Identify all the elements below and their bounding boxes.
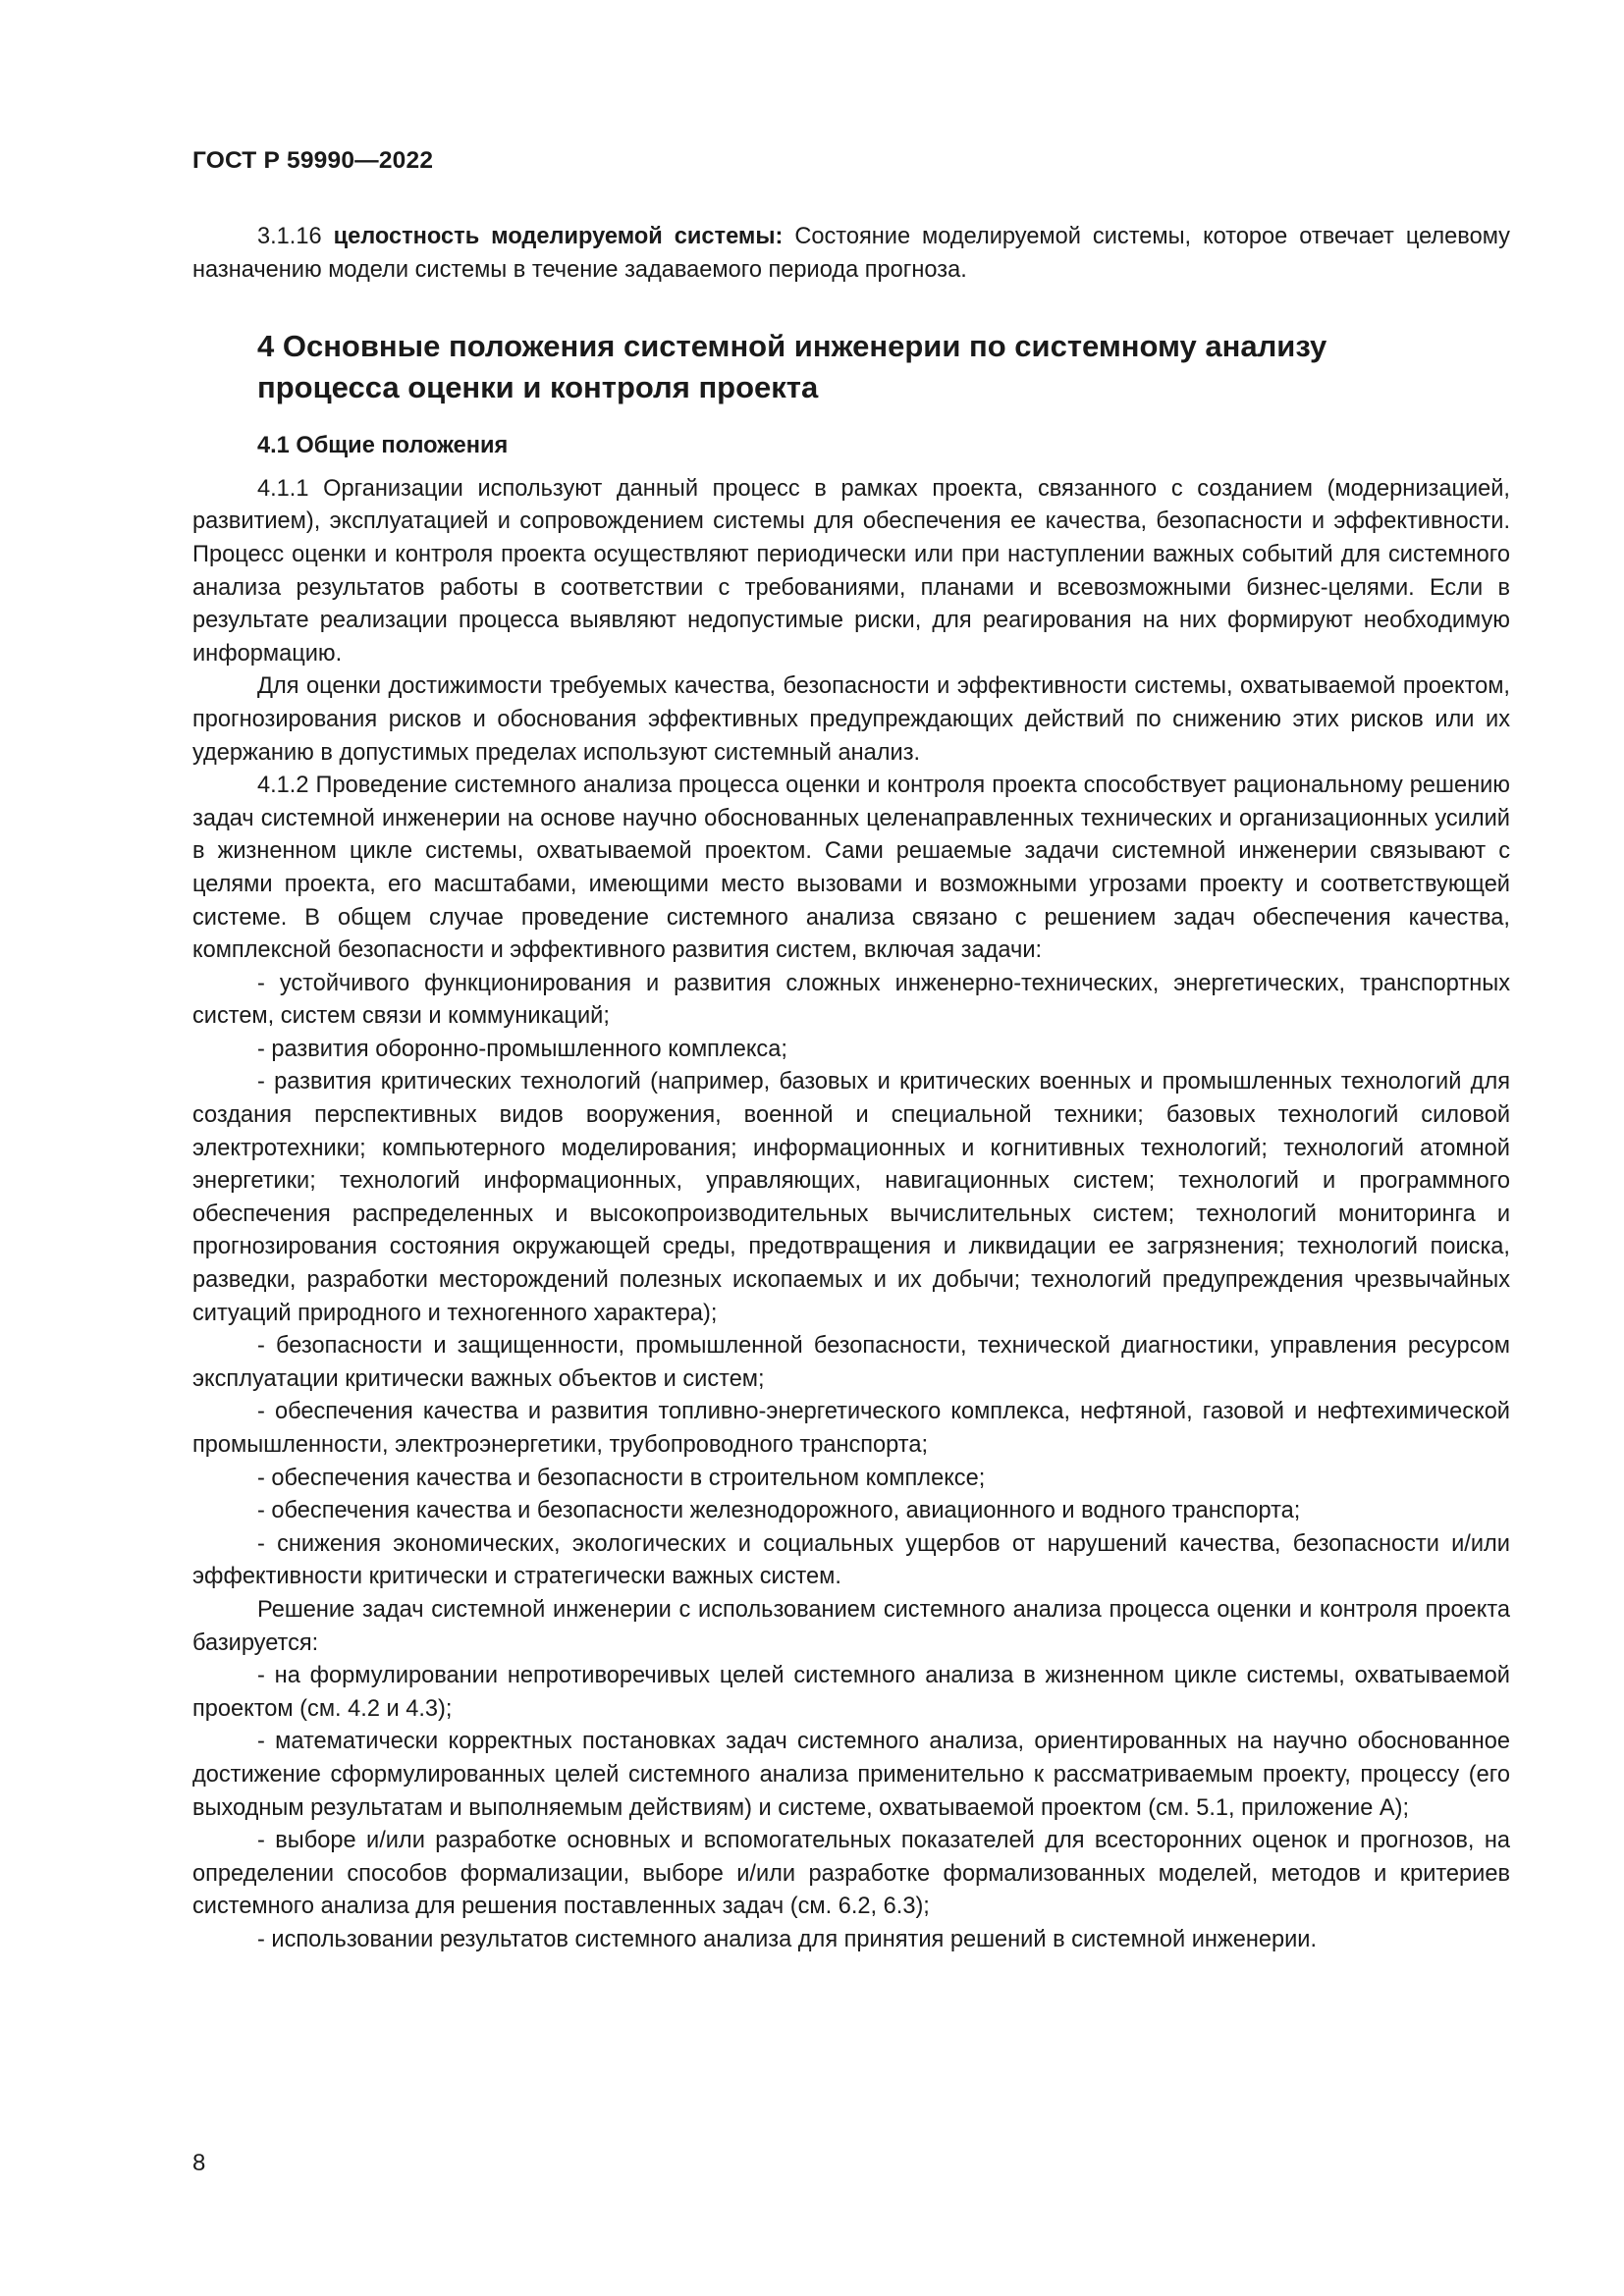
list-item: - развития оборонно-промышленного комплекса; [257,1036,787,1062]
definition-3-1-16 [192,221,1510,287]
definition-text: Состояние моделируемой системы, которое отвечает целевому назначению модели системы в течение задаваемого периода прогноза. [192,224,1510,283]
definition-number: 3.1.16 [257,224,322,249]
list-item: - выборе и/или разработке основных и вспомогательных показателей для всесторонних оценок и прогнозов, на определении способов формализации, выборе и/или разработке формализованных моделей, методов и критериев системного анализа для решения поставленных задач (см. 6.2, 6.3); [192,1828,1510,1920]
paragraph: 4.1.1 Организации используют данный процесс в рамках проекта, связанного с созданием (модернизацией, развитием), эксплуатацией и сопровождением системы для обеспечения ее качества, безопасности и эффективности. Процесс оценки и контроля проекта осуществляют периодически или при наступлении важных событий для системного анализа результатов работы в соответствии с требованиями, планами и всевозможными бизнес-целями. Если в результате реализации процесса выявляют недопустимые риски, для реагирования на них формируют необходимую информацию. [192,475,1510,667]
list-item: - обеспечения качества и безопасности в строительном комплексе; [257,1465,986,1491]
list-item: - на формулировании непротиворечивых целей системного анализа в жизненном цикле системы, охватываемой проектом (см. 4.2 и 4.3); [192,1663,1510,1722]
list-item: - устойчивого функционирования и развития сложных инженерно-технических, энергетических, транспортных систем, систем связи и коммуникаций; [192,970,1510,1030]
paragraph: Для оценки достижимости требуемых качества, безопасности и эффективности системы, охватываемой проектом, прогнозирования рисков и обоснования эффективных предупреждающих действий по снижению этих рисков или их удержанию в допустимых пределах используют системный анализ. [192,673,1510,766]
paragraph: Решение задач системной инженерии с использованием системного анализа процесса оценки и контроля проекта базируется: [192,1596,1510,1656]
document-header: ГОСТ Р 59990—2022 [192,147,434,174]
definition-term: целостность моделируемой системы: [333,224,784,249]
definition-paragraph [192,221,1510,287]
list-item: - использовании результатов системного анализа для принятия решений в системной инженерии. [257,1926,1318,1952]
section-4-title-line-1: 4 Основные положения системной инженерии по системному анализу [257,329,1327,364]
list-item: - развития критических технологий (например, базовых и критических военных и промышленных технологий для создания перспективных видов вооружения, военной и специальной техники; базовых технологий силовой электротехники; компьютерного моделирования; информационных и когнитивных технологий; технологий атомной энергетики; технологий информационных, управляющих, навигационных систем; технологий и программного обеспечения распределенных и высокопроизводительных вычислительных систем; технологий мониторинга и прогнозирования состояния окружающей среды, предотвращения и ликвидации ее загрязнения; технологий поиска, разведки, разработки месторождений полезных ископаемых и их добычи; технологий предупреждения чрезвычайных ситуаций природного и техногенного характера); [192,1069,1510,1326]
list-item: - обеспечения качества и развития топливно-энергетического комплекса, нефтяной, газовой и нефтехимической промышленности, электроэнергетики, трубопроводного транспорта; [192,1399,1510,1458]
section-4-title [192,326,1510,408]
subsection-4-1-title: 4.1 Общие положения [257,433,509,459]
page-number: 8 [192,2150,206,2176]
list-item: - снижения экономических, экологических и социальных ущербов от нарушений качества, безопасности и/или эффективности критически и стратегически важных систем. [192,1530,1510,1590]
page-content [192,221,1510,1957]
list-item: - обеспечения качества и безопасности железнодорожного, авиационного и водного транспорта; [257,1498,1301,1524]
list-item: - безопасности и защищенности, промышленной безопасности, технической диагностики, управления ресурсом эксплуатации критически важных объектов и систем; [192,1333,1510,1392]
section-4-title-line-2: процесса оценки и контроля проекта [257,370,819,405]
paragraph: 4.1.2 Проведение системного анализа процесса оценки и контроля проекта способствует рациональному решению задач системной инженерии на основе научно обоснованных целенаправленных технических и организационных усилий в жизненном цикле системы, охватываемой проектом. Сами решаемые задачи системной инженерии связывают с целями проекта, его масштабами, имеющими место вызовами и возможными угрозами проекту и соответствующей системе. В общем случае проведение системного анализа связано с решением задач обеспечения качества, комплексной безопасности и эффективного развития систем, включая задачи: [192,773,1510,964]
list-item: - математически корректных постановках задач системного анализа, ориентированных на научно обоснованное достижение сформулированных целей системного анализа применительно к рассматриваемым проекту, процессу (его выходным результатам и выполняемым действиям) и системе, охватываемой проектом (см. 5.1, приложение А); [192,1729,1510,1821]
